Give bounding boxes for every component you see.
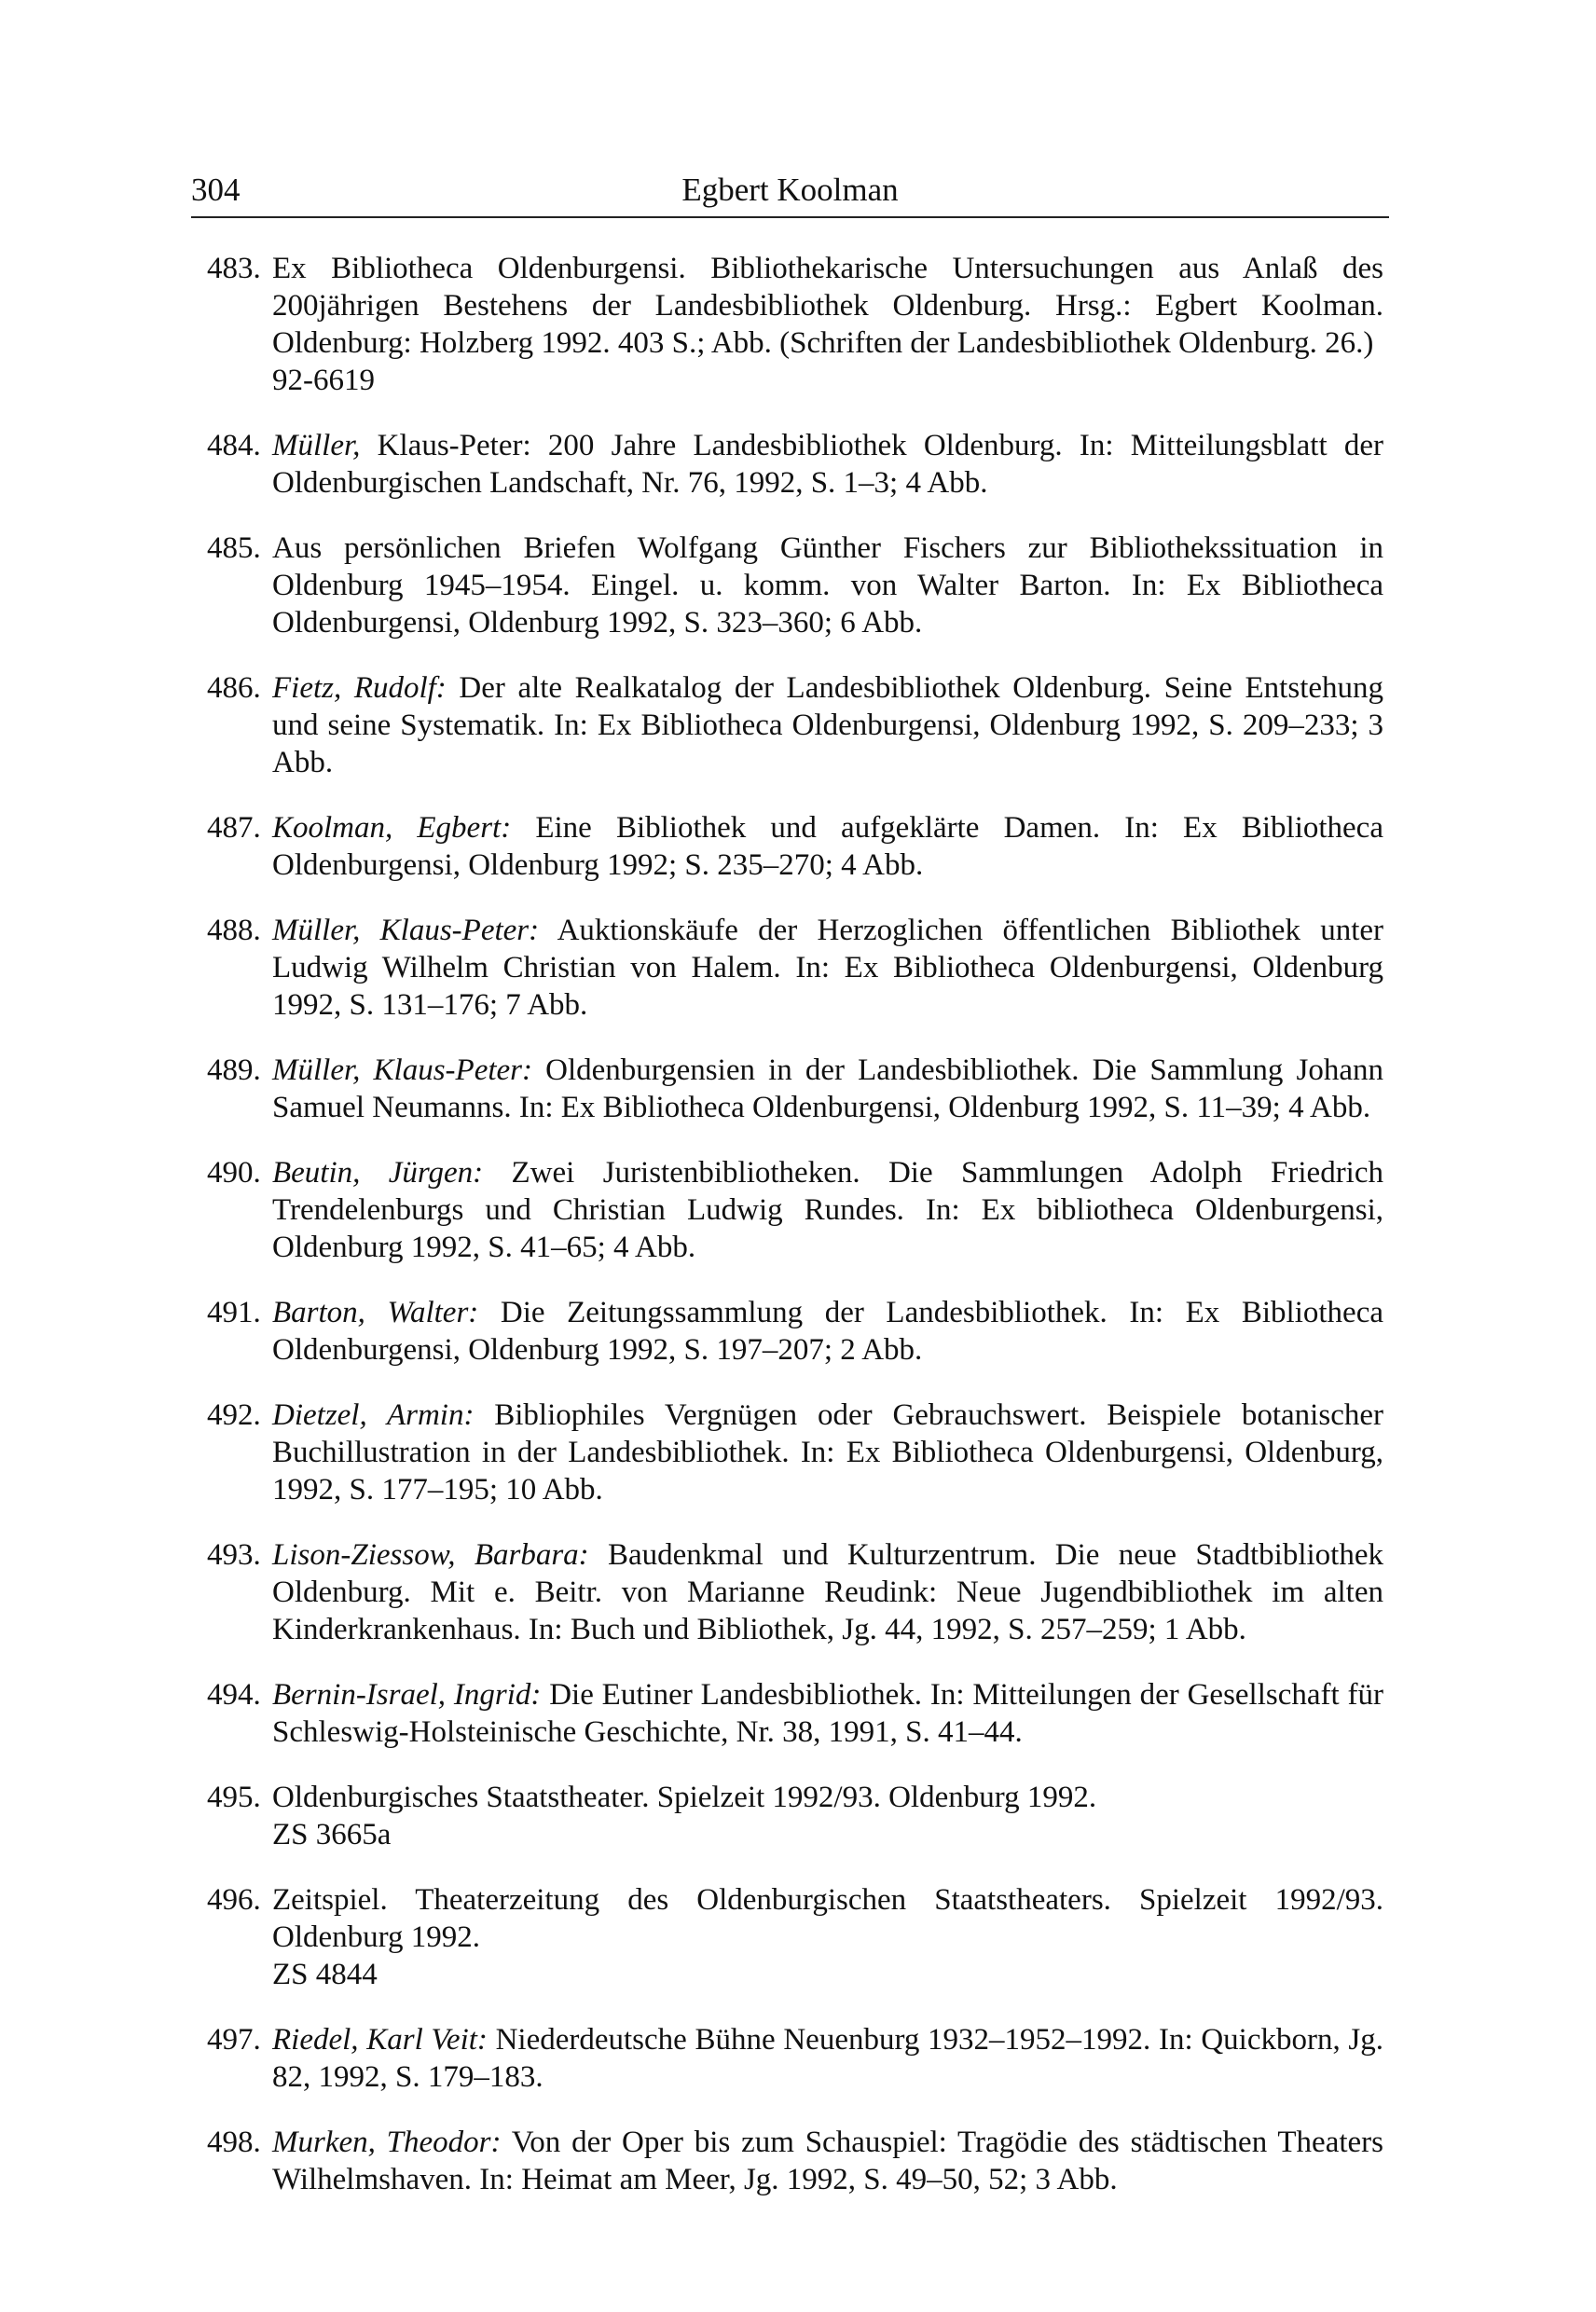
entry-text: Oldenburgensien in der Landesbibliothek. Die Sammlung Johann Samuel Neumanns. In: Ex Bibliotheca Oldenburgensi, Oldenburg 1992, S. 11–39; 4 Abb. [272, 1053, 1384, 1124]
entry-number: 489. [207, 1053, 261, 1087]
bibliography-entry [207, 2021, 1383, 2096]
running-title: Egbert Koolman [681, 172, 899, 208]
entry-author: Müller, Klaus-Peter: [272, 1053, 532, 1087]
entry-text: Auktionskäufe der Herzoglichen öffentlichen Bibliothek unter Ludwig Wilhelm Christian von Halem. In: Ex Bibliotheca Oldenburgensi, Oldenburg 1992, S. 131–176; 7 Abb. [272, 914, 1384, 1022]
entry-author: Barton, Walter: [272, 1296, 479, 1329]
entry-number: 494. [207, 1678, 261, 1712]
entry-text: Von der Oper bis zum Schauspiel: Tragödie des städtischen Theaters Wilhelmshaven. In: Heimat am Meer, Jg. 1992, S. 49–50, 52; 3 Abb. [272, 2126, 1383, 2196]
bibliography-entry [207, 427, 1383, 502]
entry-text: Aus persönlichen Briefen Wolfgang Günther Fischers zur Bibliothekssituation in Oldenburg 1945–1954. Eingel. u. komm. von Walter Barton. In: Ex Bibliotheca Oldenburgensi, Oldenburg 1992, S. 323–360; 6 Abb. [272, 531, 1383, 640]
bibliography-entry [207, 1881, 1383, 1993]
entry-text: Ex Bibliotheca Oldenburgensi. Bibliothekarische Untersuchungen aus Anlaß des 200jährigen Bestehens der Landesbibliothek Oldenburg. Hrsg.: Egbert Koolman. Oldenburg: Holzberg 1992. 403 S.; Abb. (Schriften der Landesbibliothek Oldenburg. 26.) [272, 252, 1383, 360]
entry-text: Die Zeitungssammlung der Landesbibliothek. In: Ex Bibliotheca Oldenburgensi, Oldenburg 1992, S. 197–207; 2 Abb. [272, 1296, 1383, 1367]
entry-number: 492. [207, 1398, 261, 1432]
entry-number: 491. [207, 1296, 261, 1329]
bibliography-entry [207, 1536, 1383, 1648]
entry-number: 493. [207, 1538, 261, 1572]
entry-number: 487. [207, 811, 261, 845]
entry-number: 495. [207, 1781, 261, 1814]
entry-text: Baudenkmal und Kulturzentrum. Die neue Stadtbibliothek Oldenburg. Mit e. Beitr. von Marianne Reudink: Neue Jugendbibliothek im alten Kinderkrankenhaus. In: Buch und Bibliothek, Jg. 44, 1992, S. 257–259; 1 Abb. [272, 1538, 1383, 1646]
entry-author: Murken, Theodor: [272, 2126, 502, 2159]
page-header [191, 170, 1389, 218]
entry-author: Lison-Ziessow, Barbara: [272, 1538, 589, 1572]
bibliography-entry [207, 2124, 1383, 2198]
entry-author: Beutin, Jürgen: [272, 1156, 484, 1190]
bibliography-list [207, 250, 1383, 2226]
entry-signature: ZS 4844 [272, 1958, 378, 1991]
entry-number: 497. [207, 2023, 261, 2057]
bibliography-entry [207, 1779, 1383, 1853]
entry-author: Müller, Klaus-Peter: [272, 914, 540, 947]
bibliography-entry [207, 912, 1383, 1024]
bibliography-entry [207, 809, 1383, 884]
bibliography-entry [207, 250, 1383, 399]
entry-number: 498. [207, 2126, 261, 2159]
entry-text: Klaus-Peter: 200 Jahre Landesbibliothek Oldenburg. In: Mitteilungsblatt der Oldenburgischen Landschaft, Nr. 76, 1992, S. 1–3; 4 Abb. [272, 429, 1383, 500]
entry-text: Der alte Realkatalog der Landesbibliothek Oldenburg. Seine Entstehung und seine Systematik. In: Ex Bibliotheca Oldenburgensi, Oldenburg 1992, S. 209–233; 3 Abb. [272, 671, 1384, 779]
entry-author: Bernin-Israel, Ingrid: [272, 1678, 542, 1712]
bibliography-entry [207, 1154, 1383, 1266]
entry-text: Zwei Juristenbibliotheken. Die Sammlungen Adolph Friedrich Trendelenburgs und Christian Ludwig Rundes. In: Ex bibliotheca Oldenburgensi, Oldenburg 1992, S. 41–65; 4 Abb. [272, 1156, 1384, 1264]
entry-signature: 92-6619 [272, 364, 375, 397]
entry-number: 483. [207, 252, 261, 285]
entry-text: Niederdeutsche Bühne Neuenburg 1932–1952–1992. In: Quickborn, Jg. 82, 1992, S. 179–183. [272, 2023, 1383, 2094]
bibliography-entry [207, 1676, 1383, 1751]
entry-number: 484. [207, 429, 261, 462]
bibliography-entry [207, 1397, 1383, 1508]
entry-signature: ZS 3665a [272, 1818, 392, 1851]
bibliography-entry [207, 530, 1383, 641]
entry-number: 485. [207, 531, 261, 565]
entry-number: 496. [207, 1883, 261, 1917]
entry-text: Die Eutiner Landesbibliothek. In: Mitteilungen der Gesellschaft für Schleswig-Holsteinische Geschichte, Nr. 38, 1991, S. 41–44. [272, 1678, 1383, 1749]
page-number: 304 [191, 172, 241, 208]
bibliography-entry [207, 1052, 1383, 1126]
entry-author: Koolman, Egbert: [272, 811, 512, 845]
bibliography-entry [207, 1294, 1383, 1369]
entry-text: Bibliophiles Vergnügen oder Gebrauchswert. Beispiele botanischer Buchillustration in der Landesbibliothek. In: Ex Bibliotheca Oldenburgensi, Oldenburg, 1992, S. 177–195; 10 Abb. [272, 1398, 1383, 1507]
entry-author: Fietz, Rudolf: [272, 671, 447, 705]
entry-text: Zeitspiel. Theaterzeitung des Oldenburgischen Staatstheaters. Spielzeit 1992/93. Oldenburg 1992. [272, 1883, 1383, 1954]
entry-number: 488. [207, 914, 261, 947]
entry-author: Dietzel, Armin: [272, 1398, 475, 1432]
entry-text: Oldenburgisches Staatstheater. Spielzeit 1992/93. Oldenburg 1992. [272, 1781, 1097, 1814]
entry-author: Müller, [272, 429, 361, 462]
entry-author: Riedel, Karl Veit: [272, 2023, 488, 2057]
entry-text: Eine Bibliothek und aufgeklärte Damen. In: Ex Bibliotheca Oldenburgensi, Oldenburg 1992; S. 235–270; 4 Abb. [272, 811, 1383, 882]
entry-number: 490. [207, 1156, 261, 1190]
bibliography-entry [207, 669, 1383, 781]
entry-number: 486. [207, 671, 261, 705]
